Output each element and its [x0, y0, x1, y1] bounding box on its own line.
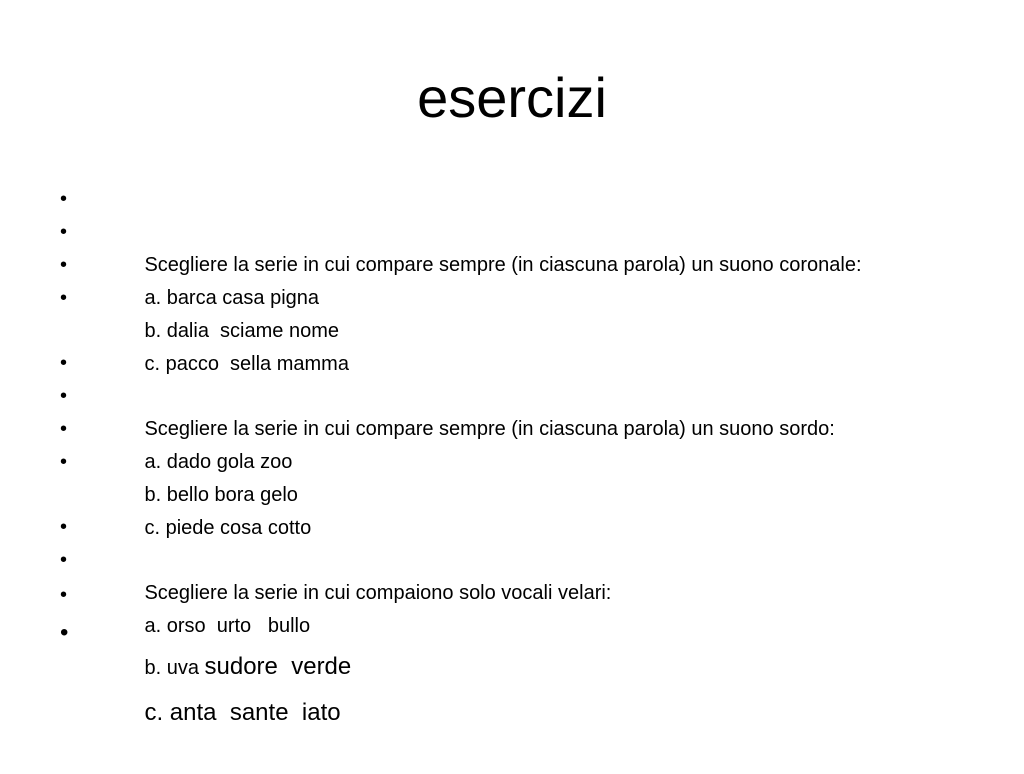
slide-content [60, 183, 980, 726]
slide-title: esercizi [417, 66, 607, 129]
bullet-icon: • [60, 188, 68, 210]
bullet-icon: • [60, 451, 68, 473]
list-item-text: Scegliere la serie in cui compare sempre (in ciascuna parola) un suono coronale: [144, 254, 862, 276]
list-item-text: Scegliere la serie in cui compare sempre (in ciascuna parola) un suono sordo: [144, 418, 835, 440]
exercise-group-velar-vowels [60, 511, 980, 726]
list-item-text: a. dado gola zoo [144, 451, 293, 473]
list-item-text: a. barca casa pigna [144, 287, 320, 309]
bullet-icon: • [60, 516, 68, 538]
bullet-icon: • [60, 549, 68, 571]
list-item [60, 347, 980, 440]
list-item-text: c. anta sante iato [144, 699, 341, 726]
list-item-text-large: sudore verde [204, 653, 352, 680]
list-item-text: Scegliere la serie in cui compaiono solo vocali velari: [144, 582, 612, 604]
exercise-group-coronal [60, 183, 980, 375]
exercise-group-voiceless [60, 347, 980, 539]
list-item-text-small: b. uva [144, 657, 205, 679]
list-item [60, 511, 980, 604]
bullet-icon: • [60, 418, 68, 440]
list-item-text: b. dalia sciame nome [144, 320, 339, 342]
bullet-icon: • [60, 619, 69, 646]
list-item-text: b. bello bora gelo [144, 484, 298, 506]
bullet-icon: • [60, 385, 68, 407]
bullet-icon: • [60, 584, 68, 606]
list-item-text: c. pacco sella mamma [144, 353, 349, 375]
list-item [60, 183, 980, 276]
bullet-icon: • [60, 287, 68, 309]
bullet-icon: • [60, 254, 68, 276]
list-item-text: c. piede cosa cotto [144, 517, 312, 539]
list-item-text: a. orso urto bullo [144, 615, 311, 637]
bullet-icon: • [60, 221, 68, 243]
bullet-icon: • [60, 352, 68, 374]
